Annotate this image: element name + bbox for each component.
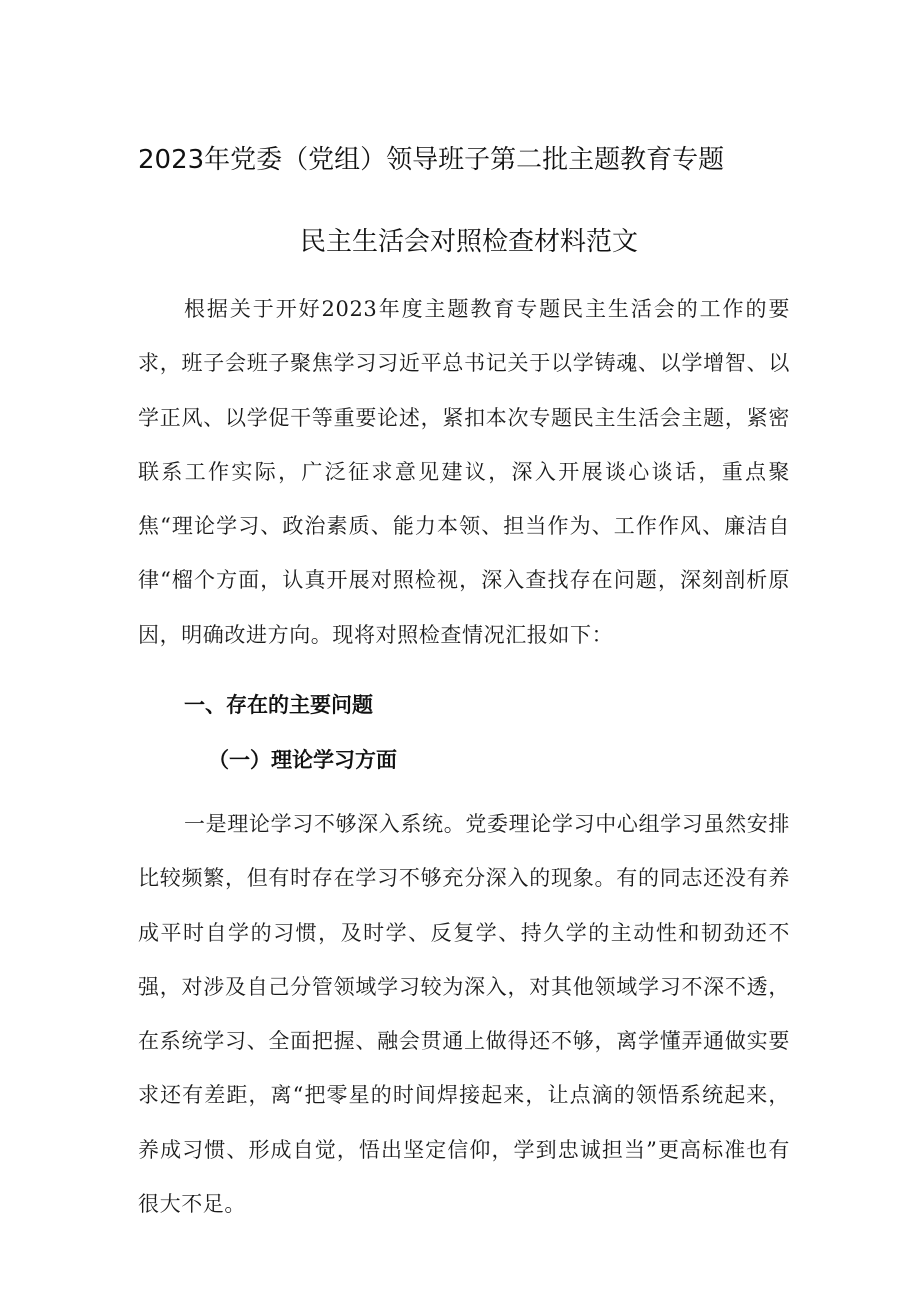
- document-title-line-2: 民主生活会对照检查材料范文: [300, 227, 639, 257]
- intro-paragraph: 根据关于开好2023年度主题教育专题民主生活会的工作的要求，班子会班子聚焦学习习近平总书记关于以学铸魂、以学增智、以学正风、以学促干等重要论述，紧扣本次专题民主生活会主题，紧密联系工作实际，广泛征求意见建议，深入开展谈心谈话，重点聚焦“理论学习、政治素质、能力本领、担当作为、工作作风、廉洁自律“榴个方面，认真开展对照检视，深入查找存在问题，深刻剖析原因，明确改进方向。现将对照检查情况汇报如下：: [138, 297, 790, 647]
- theory-study-paragraph: 一是理论学习不够深入系统。党委理论学习中心组学习虽然安排比较频繁，但有时存在学习不够充分深入的现象。有的同志还没有养成平时自学的习惯，及时学、反复学、持久学的主动性和韧劲还不强，对涉及自己分管领域学习较为深入，对其他领域学习不深不透，在系统学习、全面把握、融会贯通上做得还不够，离学懂弄通做实要求还有差距，离“把零星的时间焊接起来，让点滴的领悟系统起来，养成习惯、形成自觉，悟出坚定信仰，学到忠诚担当”更高标准也有很大不足。: [138, 812, 790, 1217]
- subsection-heading-theory-study: （一）理论学习方面: [208, 747, 397, 772]
- section-heading-main-problems: 一、存在的主要问题: [184, 692, 373, 717]
- document-title-line-1: 2023年党委（党组）领导班子第二批主题教育专题: [138, 145, 725, 175]
